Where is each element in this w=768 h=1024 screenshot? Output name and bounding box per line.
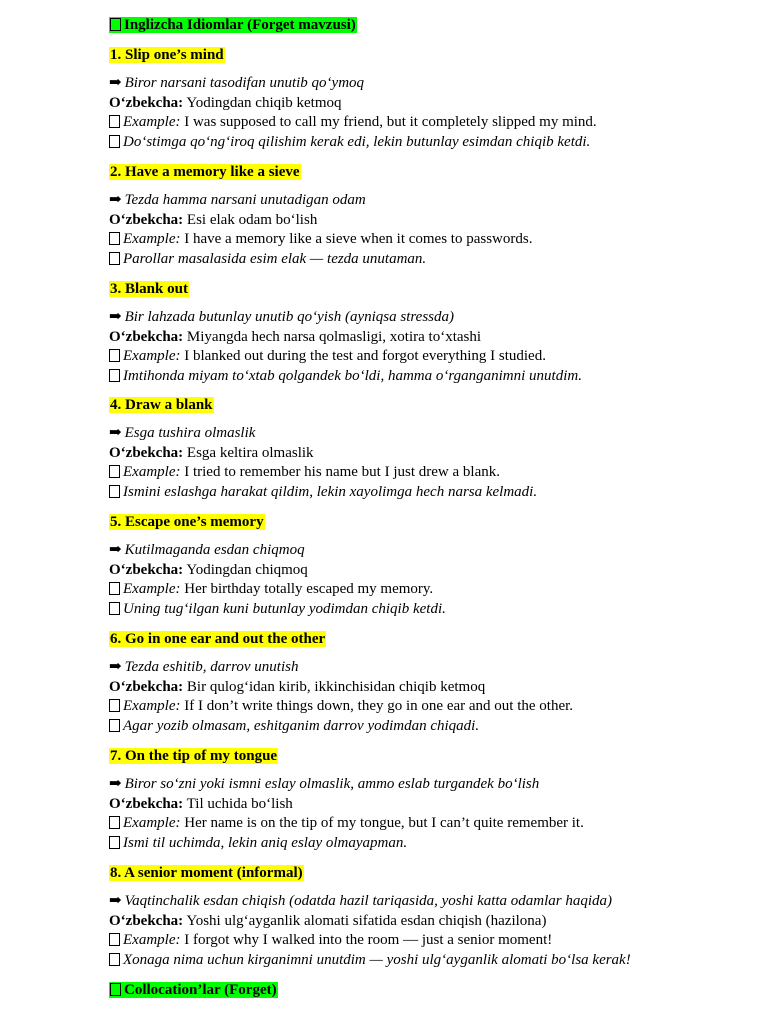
uzbek-line (109, 912, 749, 932)
example-line (109, 347, 749, 367)
title-highlight (109, 17, 357, 33)
missing-glyph-icon (109, 349, 120, 362)
translation-text: Uning tug‘ilgan kuni butunlay yodimdan chiqib ketdi. (123, 600, 446, 617)
translation-text: Do‘stimga qo‘ng‘iroq qilishim kerak edi, lekin butunlay esimdan chiqib ketdi. (123, 133, 591, 150)
arrow-right-icon: ➡ (109, 425, 122, 441)
uzbek-line (109, 561, 749, 581)
definition-line (109, 424, 749, 444)
example-line (109, 580, 749, 600)
translation-text: Parollar masalasida esim elak — tezda unutaman. (123, 250, 427, 267)
idiom-heading-text: 6. Go in one ear and out the other (110, 631, 326, 647)
missing-glyph-icon (110, 983, 121, 996)
uzbek-label: O‘zbekcha: (109, 94, 184, 111)
uzbek-label: O‘zbekcha: (109, 444, 184, 461)
idiom-heading (109, 280, 749, 299)
translation-text: Imtihonda miyam to‘xtab qolgandek bo‘ldi, hamma o‘rganganimni unutdim. (123, 367, 582, 384)
translation-line (109, 600, 749, 620)
example-label: Example: (123, 581, 181, 598)
definition-text: Kutilmaganda esdan chiqmoq (124, 542, 305, 558)
example-line (109, 697, 749, 717)
definition-text: Tezda hamma narsani unutadigan odam (124, 192, 366, 208)
idiom-heading (109, 396, 749, 415)
idiom-section (109, 396, 749, 502)
translation-line (109, 133, 749, 153)
definition-line (109, 775, 749, 795)
missing-glyph-icon (109, 369, 120, 382)
definition-line (109, 74, 749, 94)
example-label: Example: (123, 464, 181, 481)
missing-glyph-icon (109, 816, 120, 829)
footer-highlight (109, 982, 278, 998)
example-label: Example: (123, 815, 181, 832)
idiom-section (109, 864, 749, 970)
missing-glyph-icon (109, 602, 120, 615)
uzbek-label: O‘zbekcha: (109, 328, 184, 345)
definition-text: Biror so‘zni yoki ismni eslay olmaslik, ammo eslab turgandek bo‘lish (124, 776, 540, 792)
example-line (109, 814, 749, 834)
uzbek-text: Yoshi ulg‘ayganlik alomati sifatida esdan chiqish (hazilona) (186, 912, 547, 929)
example-line (109, 931, 749, 951)
example-label: Example: (123, 932, 181, 949)
definition-line (109, 308, 749, 328)
example-label: Example: (123, 348, 181, 365)
idiom-section (109, 513, 749, 619)
missing-glyph-icon (109, 719, 120, 732)
example-text: I forgot why I walked into the room — just a senior moment! (184, 932, 553, 949)
idiom-heading-text: 3. Blank out (110, 281, 188, 297)
arrow-right-icon: ➡ (109, 75, 122, 91)
idiom-heading (109, 630, 749, 649)
missing-glyph-icon (109, 582, 120, 595)
example-text: I have a memory like a sieve when it comes to passwords. (184, 231, 533, 248)
missing-glyph-icon (109, 933, 120, 946)
uzbek-label: O‘zbekcha: (109, 795, 184, 812)
example-text: Her name is on the tip of my tongue, but I can’t quite remember it. (184, 815, 584, 832)
idiom-heading-text: 8. A senior moment (informal) (110, 865, 303, 881)
uzbek-label: O‘zbekcha: (109, 912, 184, 929)
definition-text: Biror narsani tasodifan unutib qo‘ymoq (124, 75, 365, 91)
uzbek-text: Miyangda hech narsa qolmasligi, xotira to‘xtashi (186, 328, 482, 345)
uzbek-label: O‘zbekcha: (109, 678, 184, 695)
uzbek-line (109, 678, 749, 698)
uzbek-text: Til uchida bo‘lish (186, 795, 293, 812)
idiom-heading (109, 747, 749, 766)
example-text: I was supposed to call my friend, but it completely slipped my mind. (184, 114, 597, 131)
missing-glyph-icon (110, 18, 121, 31)
collocations-heading (109, 981, 278, 1000)
idiom-heading-text: 2. Have a memory like a sieve (110, 164, 300, 180)
idiom-heading-text: 4. Draw a blank (110, 397, 213, 413)
example-label: Example: (123, 114, 181, 131)
uzbek-text: Yodingdan chiqib ketmoq (186, 94, 342, 111)
arrow-right-icon: ➡ (109, 542, 122, 558)
missing-glyph-icon (109, 115, 120, 128)
translation-line (109, 483, 749, 503)
translation-line (109, 717, 749, 737)
definition-text: Esga tushira olmaslik (124, 425, 256, 441)
translation-line (109, 250, 749, 270)
idiom-heading (109, 513, 749, 532)
example-line (109, 463, 749, 483)
example-label: Example: (123, 698, 181, 715)
definition-text: Bir lahzada butunlay unutib qo‘yish (ayniqsa stressda) (124, 309, 455, 325)
footer-text: Collocation’lar (Forget) (124, 982, 277, 998)
arrow-right-icon: ➡ (109, 893, 122, 909)
example-line (109, 113, 749, 133)
idiom-heading (109, 46, 749, 65)
example-text: Her birthday totally escaped my memory. (184, 581, 434, 598)
missing-glyph-icon (109, 252, 120, 265)
uzbek-text: Esi elak odam bo‘lish (186, 211, 318, 228)
definition-line (109, 541, 749, 561)
missing-glyph-icon (109, 465, 120, 478)
idiom-section (109, 163, 749, 269)
example-label: Example: (123, 231, 181, 248)
translation-text: Agar yozib olmasam, eshitganim darrov yodimdan chiqadi. (123, 717, 480, 734)
idiom-heading-text: 1. Slip one’s mind (110, 47, 224, 63)
translation-line (109, 834, 749, 854)
uzbek-line (109, 328, 749, 348)
missing-glyph-icon (109, 699, 120, 712)
idiom-section (109, 46, 749, 152)
uzbek-line (109, 795, 749, 815)
idiom-section (109, 280, 749, 386)
uzbek-line (109, 444, 749, 464)
definition-line (109, 658, 749, 678)
uzbek-label: O‘zbekcha: (109, 561, 184, 578)
uzbek-text: Bir qulog‘idan kirib, ikkinchisidan chiqib ketmoq (186, 678, 486, 695)
missing-glyph-icon (109, 232, 120, 245)
translation-text: Ismi til uchimda, lekin aniq eslay olmayapman. (123, 834, 408, 851)
title-text: Inglizcha Idiomlar (Forget mavzusi) (124, 17, 356, 33)
uzbek-label: O‘zbekcha: (109, 211, 184, 228)
definition-line (109, 892, 749, 912)
missing-glyph-icon (109, 135, 120, 148)
idiom-section (109, 630, 749, 736)
uzbek-text: Yodingdan chiqmoq (186, 561, 308, 578)
uzbek-line (109, 94, 749, 114)
missing-glyph-icon (109, 836, 120, 849)
example-text: I tried to remember his name but I just drew a blank. (184, 464, 500, 481)
example-text: I blanked out during the test and forgot everything I studied. (184, 348, 546, 365)
uzbek-text: Esga keltira olmaslik (186, 444, 314, 461)
definition-text: Tezda eshitib, darrov unutish (124, 659, 299, 675)
translation-text: Xonaga nima uchun kirganimni unutdim — yoshi ulg‘ayganlik alomati bo‘lsa kerak! (123, 951, 631, 968)
idiom-heading (109, 864, 749, 883)
document-title (109, 16, 357, 35)
definition-line (109, 191, 749, 211)
missing-glyph-icon (109, 485, 120, 498)
example-text: If I don’t write things down, they go in one ear and out the other. (184, 698, 574, 715)
idiom-heading-text: 5. Escape one’s memory (110, 514, 264, 530)
translation-line (109, 951, 749, 971)
translation-line (109, 367, 749, 387)
arrow-right-icon: ➡ (109, 776, 122, 792)
idiom-section (109, 747, 749, 853)
uzbek-line (109, 211, 749, 231)
arrow-right-icon: ➡ (109, 192, 122, 208)
arrow-right-icon: ➡ (109, 309, 122, 325)
idiom-heading-text: 7. On the tip of my tongue (110, 748, 278, 764)
definition-text: Vaqtinchalik esdan chiqish (odatda hazil tariqasida, yoshi katta odamlar haqida) (124, 893, 613, 909)
idiom-heading (109, 163, 749, 182)
missing-glyph-icon (109, 953, 120, 966)
translation-text: Ismini eslashga harakat qildim, lekin xayolimga hech narsa kelmadi. (123, 483, 538, 500)
example-line (109, 230, 749, 250)
arrow-right-icon: ➡ (109, 659, 122, 675)
